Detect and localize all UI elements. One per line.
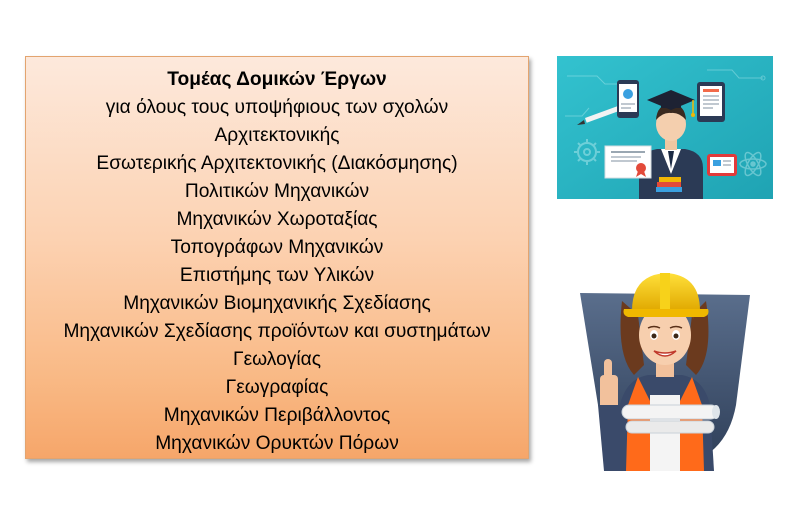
school-civil-engineering: Πολιτικών Μηχανικών [184,181,370,202]
tablet-icon [697,82,725,122]
school-product-systems-design: Μηχανικών Σχεδίασης προϊόντων και συστημάτων [63,321,491,342]
school-architecture: Αρχιτεκτονικής [214,125,340,146]
intro-line: για όλους τους υποψήφιους των σχολών [105,97,449,118]
school-environmental-engineering: Μηχανικών Περιβάλλοντος [163,405,391,426]
school-mineral-resources-engineering: Μηχανικών Ορυκτών Πόρων [155,433,399,454]
sector-title: Τομέας Δομικών Έργων [167,69,387,90]
school-industrial-design: Μηχανικών Βιομηχανικής Σχεδίασης [123,293,431,314]
phone-icon [617,80,639,118]
certificate-icon [605,146,651,178]
school-geology: Γεωλογίας [233,349,321,370]
school-surveying-engineering: Τοπογράφων Μηχανικών [170,237,384,258]
hard-hat-icon [624,273,709,317]
school-materials-science: Επιστήμης των Υλικών [179,265,375,286]
engineer-woman-icon [616,299,714,471]
school-interior-architecture: Εσωτερικής Αρχιτεκτονικής (Διακόσμησης) [96,153,458,174]
blueprint-roll-icon [622,405,720,433]
school-geography: Γεωγραφίας [225,377,329,398]
schools-text-box [25,56,529,459]
school-spatial-planning: Μηχανικών Χωροταξίας [176,209,378,230]
education-illustration [557,56,773,199]
books-icon [656,177,682,192]
engineer-illustration [576,255,754,471]
